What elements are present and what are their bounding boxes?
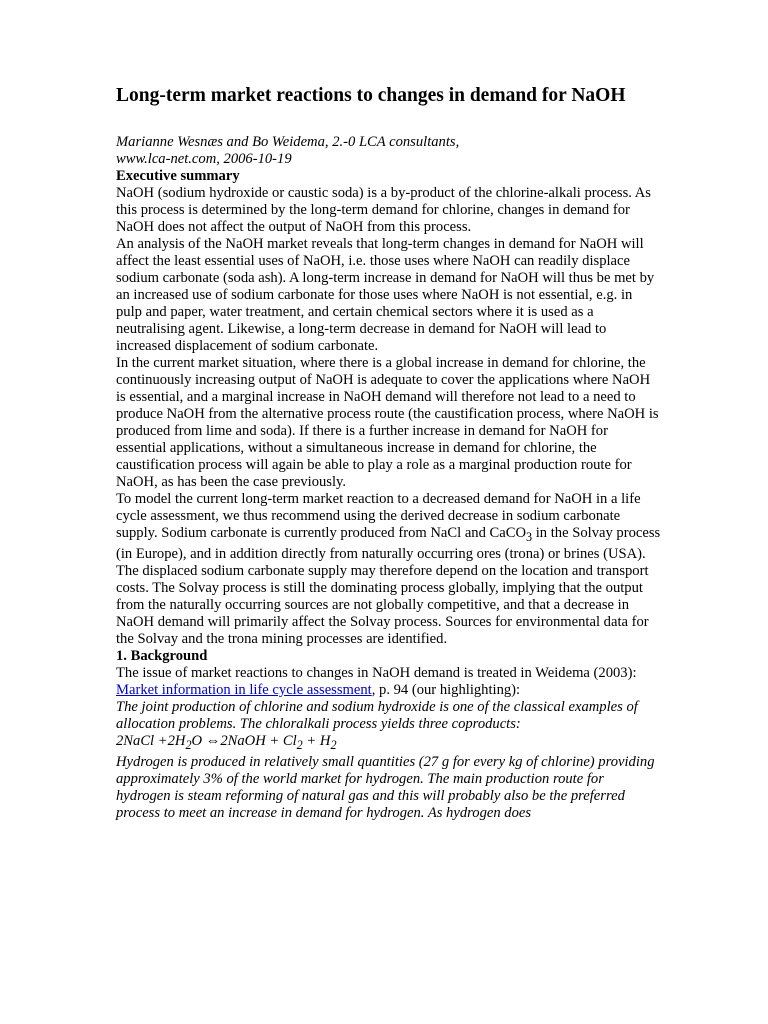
document-body (116, 134, 661, 822)
eq-sub-3: 2 (330, 737, 337, 752)
eq-part-1: 2NaCl +2H (116, 732, 186, 749)
summary-paragraph-2: An analysis of the NaOH market reveals that long-term changes in demand for NaOH will affect the least essential uses of NaOH, i.e. those uses where NaOH can readily displace sodium carbonate (soda ash). A long-term increase in demand for NaOH will thus be met by an increased use of sodium carbonate for those uses where NaOH is not essential, e.g. in pulp and paper, water treatment, and certain chemical sectors where it is used as a neutralising agent. Likewise, a long-term decrease in demand for NaOH will lead to increased displacement of sodium carbonate. (116, 236, 655, 354)
double-arrow-icon: ⇔ (205, 732, 221, 749)
background-intro-b: , p. 94 (our highlighting): (371, 681, 521, 698)
executive-summary-heading: Executive summary (116, 168, 240, 184)
authors-line (116, 134, 661, 168)
eq-part-2: O (191, 732, 206, 749)
summary-p4-part-a: To model the current long-term market reaction to a decreased demand for NaOH in a life cycle assessment, we thus recommend using the derived decrease in sodium carbonate supply. Sodium carbonate is currently produced from NaCl and CaCO (116, 491, 641, 541)
eq-part-3: 2NaOH + Cl (220, 732, 297, 749)
summary-paragraph-1: NaOH (sodium hydroxide or caustic soda) is a by-product of the chlorine-alkali process. As this process is determined by the long-term demand for chlorine, changes in demand for NaOH does not affect the output of NaOH from this process. (116, 185, 651, 235)
background-heading: 1. Background (116, 647, 208, 664)
background-intro-a: The issue of market reactions to changes in NaOH demand is treated in Weidema (2003): (116, 664, 637, 681)
summary-p4-part-b: in the Solvay process (in Europe), and in addition directly from naturally occurring ores (trona) or brines (USA). The displaced sodium carbonate supply may therefore depend on the location and transport costs. The Solvay process is still the dominating process globally, implying that the output from the naturally occurring sources are not globally competitive, and that a decrease in NaOH demand will primarily affect the Solvay process. Sources for environmental data for the Solvay and the trona mining processes are identified. (116, 525, 661, 647)
chemical-equation (116, 733, 661, 754)
quote-paragraph-1: The joint production of chlorine and sodium hydroxide is one of the classical examples of allocation problems. The chloralkali process yields three coproducts: (116, 698, 638, 732)
summary-paragraph-4 (116, 491, 661, 648)
authors-site-date: www.lca-net.com, 2006-10-19 (116, 151, 292, 167)
market-information-link[interactable]: Market information in life cycle assessment (116, 681, 372, 698)
eq-sub-2: 2 (296, 737, 303, 752)
document-title: Long-term market reactions to changes in demand for NaOH (116, 85, 626, 106)
background-intro (116, 665, 661, 699)
eq-part-4: + H (302, 732, 331, 749)
quote-paragraph-2: Hydrogen is produced in relatively small quantities (27 g for every kg of chlorine) providing approximately 3% of the world market for hydrogen. The main production route for hydrogen is steam reforming of natural gas and this will probably also be the preferred process to meet an increase in demand for hydrogen. As hydrogen does (116, 753, 655, 821)
subscript-3: 3 (526, 529, 533, 544)
eq-sub-1: 2 (185, 737, 192, 752)
authors-names: Marianne Wesnæs and Bo Weidema, 2.-0 LCA consultants, (116, 134, 460, 150)
summary-paragraph-3: In the current market situation, where there is a global increase in demand for chlorine, the continuously increasing output of NaOH is adequate to cover the applications where NaOH is essential, and a marginal increase in NaOH demand will therefore not lead to a need to produce NaOH from the alternative process route (the caustification process, where NaOH is produced from lime and soda). If there is a further increase in demand for NaOH for essential applications, without a simultaneous increase in demand for chlorine, the caustification process will again be able to play a role as a marginal production route for NaOH, as has been the case previously. (116, 355, 659, 490)
